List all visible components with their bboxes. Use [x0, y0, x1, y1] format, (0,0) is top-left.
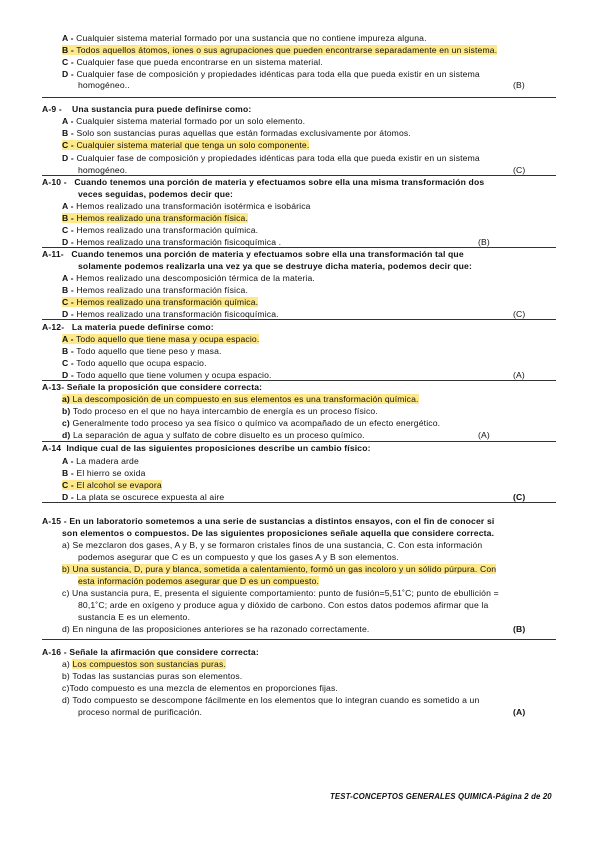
option-a: a) Los compuestos son sustancias puras.	[62, 659, 226, 669]
divider	[42, 441, 556, 442]
option-b: B - Todos aquellos átomos, iones o sus agrupaciones que pueden encontrarse separadamente en un sistema.	[62, 45, 498, 55]
divider	[42, 639, 556, 640]
option-c: c) Una sustancia pura, E, presenta el siguiente comportamiento: punto de fusión=5,51˚C; punto de ebullición =	[62, 588, 499, 598]
question-a15: A-15 - En un laboratorio sometemos a una serie de sustancias a distintos ensayos, con el fin de conocer si	[42, 516, 495, 526]
option-d-continued: homogéneo.	[78, 165, 128, 175]
option-d: d) La separación de agua y sulfato de cobre disuelto es un proceso químico.	[62, 430, 365, 440]
option-c-continued: 80,1˚C; arde en oxígeno y produce agua y dióxido de carbono. Con estos datos podemos afirmar que la	[78, 600, 489, 610]
divider	[42, 97, 556, 98]
divider	[42, 247, 556, 248]
option-b: b) Todas las sustancias puras son elementos.	[62, 671, 243, 681]
answer-b0: (B)	[513, 80, 525, 90]
question-a10-continued: veces seguidas, podemos decir que:	[78, 189, 234, 199]
answer-a12: (A)	[513, 370, 525, 380]
option-d: d) Todo compuesto se descompone fácilmente en los elementos que lo integran cuando es sometido a un	[62, 695, 480, 705]
option-a: a) La descomposición de un compuesto en sus elementos es una transformación química.	[62, 394, 419, 404]
option-c: c) Generalmente todo proceso ya sea físico o químico va acompañado de un efecto energético.	[62, 418, 441, 428]
option-c: C - Hemos realizado una transformación química.	[62, 297, 259, 307]
answer-a9: (C)	[513, 165, 526, 175]
option-d: D - Cualquier fase de composición y propiedades idénticas para toda ella que pueda existir en un sistema	[62, 153, 480, 163]
answer-a11: (C)	[513, 309, 526, 319]
answer-a15: (B)	[513, 624, 526, 634]
option-a: A - Todo aquello que tiene masa y ocupa espacio.	[62, 334, 260, 344]
option-b: b) Todo proceso en el que no haya intercambio de energía es un proceso físico.	[62, 406, 378, 416]
question-a13: A-13- Señale la proposición que considere correcta:	[42, 382, 263, 392]
option-c-continued-2: sustancia E es un elemento.	[78, 612, 191, 622]
option-d: D - Hemos realizado una transformación fisicoquímica.	[62, 309, 279, 319]
option-a: A - La madera arde	[62, 456, 139, 466]
option-d-continued: homogéneo..	[78, 80, 130, 90]
option-d: D - Hemos realizado una transformación fisicoquímica .	[62, 237, 282, 247]
option-a: a) Se mezclaron dos gases, A y B, y se formaron cristales finos de una sustancia, C. Con esta información	[62, 540, 483, 550]
answer-a14: (C)	[513, 492, 526, 502]
option-b: b) Una sustancia, D, pura y blanca, sometida a calentamiento, formó un gas incoloro y un sólido púrpura. Con	[62, 564, 497, 574]
question-a15-continued: son elementos o compuestos. De las siguientes proposiciones señale aquella que considere correcta.	[62, 528, 495, 538]
option-c: C - Todo aquello que ocupa espacio.	[62, 358, 207, 368]
divider	[42, 502, 556, 503]
question-a14: A-14 Indique cual de las siguientes proposiciones describe un cambio físico:	[42, 443, 371, 453]
answer-a16: (A)	[513, 707, 526, 717]
question-a9: A-9 - Una sustancia pura puede definirse como:	[42, 104, 252, 114]
option-a: A - Cualquier sistema material formado por un solo elemento.	[62, 116, 306, 126]
question-a11: A-11- Cuando tenemos una porción de materia y efectuamos sobre ella una transformación tal que	[42, 249, 464, 259]
option-b: B - Hemos realizado una transformación física.	[62, 213, 249, 223]
question-a12: A-12- La materia puede definirse como:	[42, 322, 214, 332]
option-c: C - Cualquier fase que pueda encontrarse en un sistema material.	[62, 57, 323, 67]
option-a: A - Cualquier sistema material formado por una sustancia que no contiene impureza alguna.	[62, 33, 427, 43]
divider	[42, 175, 556, 176]
option-c: C - Hemos realizado una transformación química.	[62, 225, 259, 235]
answer-a13: (A)	[478, 430, 490, 440]
option-c: c)Todo compuesto es una mezcla de elementos en proporciones fijas.	[62, 683, 338, 693]
page-footer: TEST-CONCEPTOS GENERALES QUIMICA-Página 2 de 20	[330, 792, 552, 801]
option-a: A - Hemos realizado una descomposición térmica de la materia.	[62, 273, 315, 283]
option-d: D - La plata se oscurece expuesta al aire	[62, 492, 225, 502]
divider	[42, 319, 556, 320]
question-a16: A-16 - Señale la afirmación que considere correcta:	[42, 647, 259, 657]
option-b: B - Hemos realizado una transformación física.	[62, 285, 249, 295]
option-b: B - Todo aquello que tiene peso y masa.	[62, 346, 222, 356]
option-d-continued: proceso normal de purificación.	[78, 707, 203, 717]
option-c: C - El alcohol se evapora	[62, 480, 162, 490]
option-d: D - Cualquier fase de composición y propiedades idénticas para toda ella que pueda existir en un sistema	[62, 69, 480, 79]
option-d: D - Todo aquello que tiene volumen y ocupa espacio.	[62, 370, 272, 380]
option-b-continued: esta información podemos asegurar que D es un compuesto.	[78, 576, 320, 586]
question-a11-continued: solamente podemos realizarla una vez ya que se destruye dicha materia, podemos decir que:	[78, 261, 472, 271]
option-a: A - Hemos realizado una transformación isotérmica e isobárica	[62, 201, 311, 211]
answer-a10: (B)	[478, 237, 490, 247]
option-b: B - Solo son sustancias puras aquellas que están formadas exclusivamente por átomos.	[62, 128, 411, 138]
option-b: B - El hierro se oxida	[62, 468, 146, 478]
option-d: d) En ninguna de las proposiciones anteriores se ha razonado correctamente.	[62, 624, 370, 634]
option-c: C - Cualquier sistema material que tenga un solo componente.	[62, 140, 310, 150]
option-a-continued: podemos asegurar que C es un compuesto y que los gases A y B son elementos.	[78, 552, 399, 562]
divider	[42, 380, 556, 381]
question-a10: A-10 - Cuando tenemos una porción de materia y efectuamos sobre ella una misma transformación dos	[42, 177, 485, 187]
